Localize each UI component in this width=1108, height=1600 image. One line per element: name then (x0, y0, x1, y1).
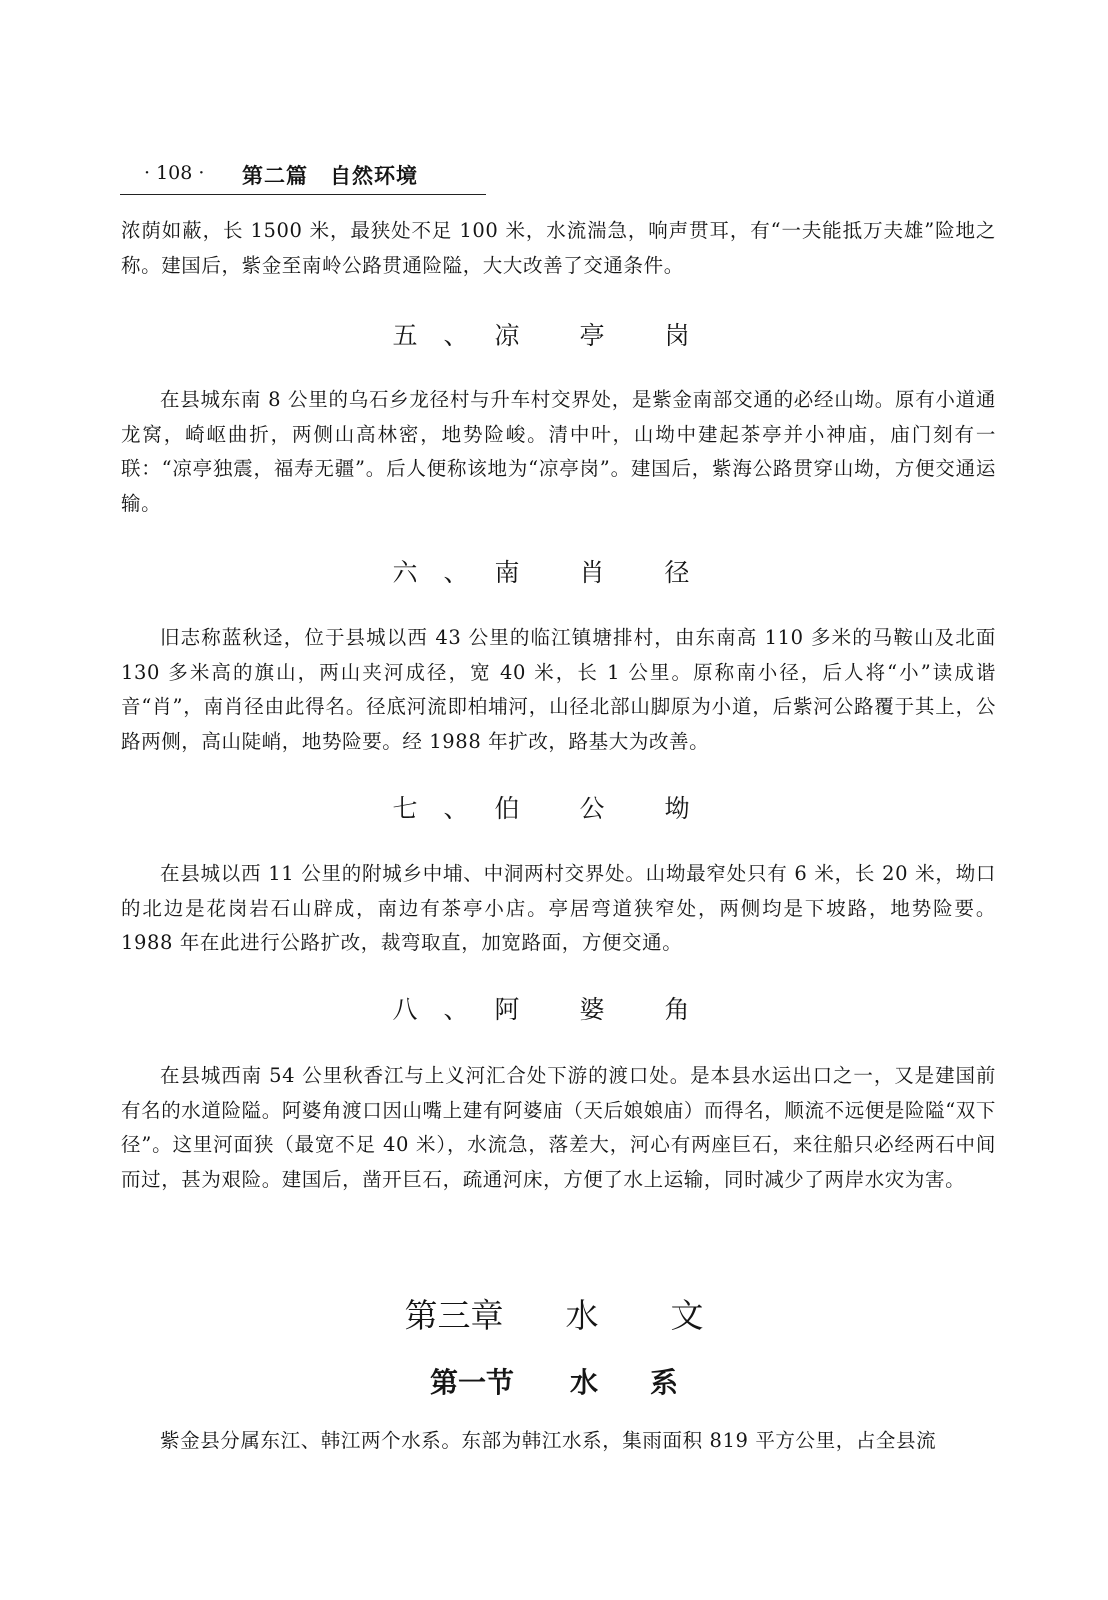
section-name: 水系 (570, 1366, 731, 1399)
heading-apo-jiao: 八、阿 婆 角 (392, 995, 716, 1024)
chapter-name: 水文 (565, 1296, 776, 1335)
part-title: 第二篇 自然环境 (242, 164, 418, 188)
chapter-number: 第三章 (404, 1296, 504, 1335)
paragraph-bogong-ao: 在县城以西 11 公里的附城乡中埔、中洞两村交界处。山坳最窄处只有 6 米，长 20 米，坳口的北边是花岗岩石山辟成，南边有茶亭小店。亭居弯道狭窄处，两侧均是下坡路，地势险要。1988 年在此进行公路扩改，裁弯取直，加宽路面，方便交通。 (121, 862, 996, 955)
paragraph-water-system: 紫金县分属东江、韩江两个水系。东部为韩江水系，集雨面积 819 平方公里，占全县流 (160, 1429, 937, 1452)
section-title (0, 1361, 1108, 1401)
paragraph-apo-jiao: 在县城西南 54 公里秋香江与上义河汇合处下游的渡口处。是本县水运出口之一，又是建国前有名的水道险隘。阿婆角渡口因山嘴上建有阿婆庙（天后娘娘庙）而得名，顺流不远便是险隘“双下径”。这里河面狭（最宽不足 40 米），水流急，落差大，河心有两座巨石，来往船只必经两石中间而过，甚为艰险。建国后，凿开巨石，疏通河床，方便了水上运输，同时减少了两岸水灾为害。 (121, 1064, 996, 1191)
paragraph-continuation: 浓荫如蔽，长 1500 米，最狭处不足 100 米，水流湍急，响声贯耳，有“一夫能抵万夫雄”险地之称。建国后，紫金至南岭公路贯通险隘，大大改善了交通条件。 (121, 219, 996, 277)
section-number: 第一节 (429, 1366, 514, 1399)
heading-bogong-ao: 七、伯 公 坳 (392, 794, 716, 823)
page-number: · 108 · (144, 162, 205, 184)
chapter-title (0, 1290, 1108, 1337)
heading-nanxiao-jing: 六、南 肖 径 (392, 558, 716, 587)
paragraph-liangting-gang: 在县城东南 8 公里的乌石乡龙径村与升车村交界处，是紫金南部交通的必经山坳。原有小道通龙窝，崎岖曲折，两侧山高林密，地势险峻。清中叶，山坳中建起茶亭并小神庙，庙门刻有一联：“凉亭独震，福寿无疆”。后人便称该地为“凉亭岗”。建国后，紫海公路贯穿山坳，方便交通运输。 (121, 388, 996, 515)
running-header (120, 160, 486, 195)
heading-liangting-gang: 五、凉 亭 岗 (392, 321, 716, 350)
paragraph-nanxiao-jing: 旧志称蓝秋迳，位于县城以西 43 公里的临江镇塘排村，由东南高 110 多米的马鞍山及北面 130 多米高的旗山，两山夹河成径，宽 40 米，长 1 公里。原称南小径，后人将“小”读成谐音“肖”，南肖径由此得名。径底河流即柏埔河，山径北部山脚原为小道，后紫河公路覆于其上，公路两侧，高山陡峭，地势险要。经 1988 年扩改，路基大为改善。 (121, 626, 996, 753)
